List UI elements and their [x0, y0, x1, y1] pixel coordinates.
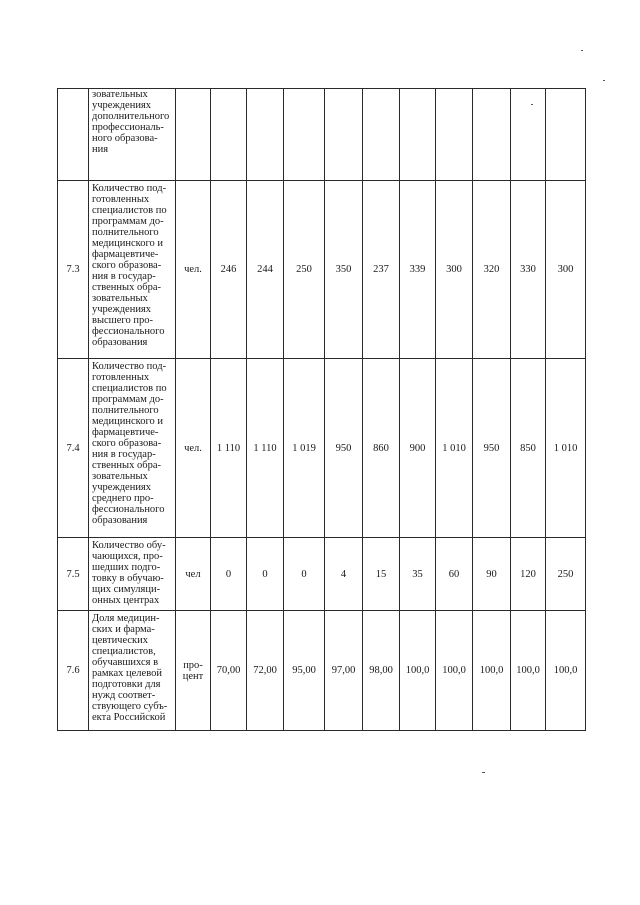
value-cell: 100,0 [473, 611, 511, 731]
value-cell: 250 [546, 538, 586, 611]
unit-cell: чел. [176, 181, 211, 359]
row-number: 7.3 [58, 181, 89, 359]
value-cell: 97,00 [325, 611, 363, 731]
table-row [58, 181, 586, 359]
value-cell: 1 110 [211, 359, 247, 538]
row-number [58, 89, 89, 181]
table-row [58, 611, 586, 731]
table-row [58, 538, 586, 611]
value-cell [363, 89, 400, 181]
value-cell [546, 89, 586, 181]
value-cell [436, 89, 473, 181]
value-cell: 1 010 [436, 359, 473, 538]
value-cell: 90 [473, 538, 511, 611]
table-row [58, 89, 586, 181]
value-cell: 900 [400, 359, 436, 538]
scan-speck [482, 772, 485, 773]
value-cell: 1 110 [247, 359, 284, 538]
value-cell: 330 [511, 181, 546, 359]
value-cell: 100,0 [436, 611, 473, 731]
value-cell [473, 89, 511, 181]
value-cell: 72,00 [247, 611, 284, 731]
value-cell: 246 [211, 181, 247, 359]
indicators-table [57, 88, 586, 731]
value-cell: 70,00 [211, 611, 247, 731]
unit-cell: чел [176, 538, 211, 611]
value-cell: 35 [400, 538, 436, 611]
value-cell: 0 [211, 538, 247, 611]
indicator-description: Количество обу- чающихся, про- шедших подго- товку в обучаю- щих симуляци- онных центрах [89, 538, 176, 611]
value-cell: 100,0 [546, 611, 586, 731]
value-cell: 4 [325, 538, 363, 611]
row-number: 7.4 [58, 359, 89, 538]
value-cell [325, 89, 363, 181]
value-cell: 100,0 [400, 611, 436, 731]
value-cell: 350 [325, 181, 363, 359]
value-cell: 15 [363, 538, 400, 611]
value-cell [211, 89, 247, 181]
scan-speck [531, 104, 533, 105]
value-cell: 860 [363, 359, 400, 538]
indicator-description: Доля медицин- ских и фарма- цевтических специалистов, обучавшихся в рамках целевой подготовки для нужд соответ- ствующего субъ- екта Российской [89, 611, 176, 731]
scan-speck [603, 80, 605, 81]
value-cell: 237 [363, 181, 400, 359]
indicator-description: зовательных учреждениях дополнительного профессиональ- ного образова- ния [89, 89, 176, 181]
value-cell: 300 [436, 181, 473, 359]
scan-speck [581, 50, 583, 51]
value-cell: 1 010 [546, 359, 586, 538]
indicator-description: Количество под- готовленных специалистов по программам до- полнительного медицинского и фармацевтиче- ского образова- ния в государ- ственных обра- зовательных учреждениях высшего про- фессионального образования [89, 181, 176, 359]
value-cell: 100,0 [511, 611, 546, 731]
value-cell: 0 [247, 538, 284, 611]
value-cell [247, 89, 284, 181]
value-cell: 244 [247, 181, 284, 359]
unit-cell [176, 89, 211, 181]
table-row [58, 359, 586, 538]
value-cell: 120 [511, 538, 546, 611]
value-cell: 0 [284, 538, 325, 611]
indicator-description: Количество под- готовленных специалистов по программам до- полнительного медицинского и фармацевтиче- ского образова- ния в государ- ственных обра- зовательных учреждениях среднего про- фессионального образования [89, 359, 176, 538]
row-number: 7.6 [58, 611, 89, 731]
unit-cell: про- цент [176, 611, 211, 731]
unit-cell: чел. [176, 359, 211, 538]
value-cell: 1 019 [284, 359, 325, 538]
value-cell: 339 [400, 181, 436, 359]
value-cell: 320 [473, 181, 511, 359]
value-cell: 300 [546, 181, 586, 359]
row-number: 7.5 [58, 538, 89, 611]
value-cell: 850 [511, 359, 546, 538]
value-cell [400, 89, 436, 181]
value-cell: 60 [436, 538, 473, 611]
value-cell: 950 [473, 359, 511, 538]
value-cell: 950 [325, 359, 363, 538]
value-cell: 95,00 [284, 611, 325, 731]
value-cell [511, 89, 546, 181]
value-cell [284, 89, 325, 181]
value-cell: 98,00 [363, 611, 400, 731]
value-cell: 250 [284, 181, 325, 359]
